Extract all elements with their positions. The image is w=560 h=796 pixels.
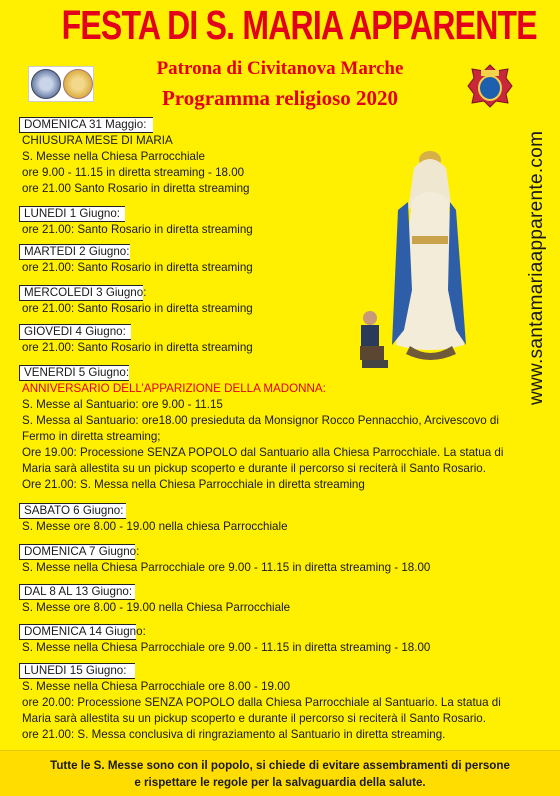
schedule-line: Ore 21.00: S. Messa nella Chiesa Parrocchiale in diretta streaming [22,478,365,491]
day-heading: SABATO 6 Giugno: [19,503,126,519]
schedule-line: ore 21.00: Santo Rosario in diretta streaming [22,341,253,354]
schedule-line: Maria sarà allestita su un pickup scoperto e durante il percorso si reciterà il Santo Rosario. [22,462,486,475]
schedule-line: S. Messe ore 8.00 - 19.00 nella Chiesa Parrocchiale [22,601,291,614]
civitanova-coat-of-arms-icon [466,64,514,108]
schedule-line: ore 21.00: Santo Rosario in diretta streaming [22,223,253,236]
day-heading: MARTEDI 2 Giugno: [19,244,130,260]
schedule-line: CHIUSURA MESE DI MARIA [22,134,173,147]
madonna-statue-image [352,140,488,370]
footer-line-1: Tutte le S. Messe sono con il popolo, si chiede di evitare assembramenti di persone [50,759,510,772]
schedule-line: ore 9.00 - 11.15 in diretta streaming - 18.00 [22,166,245,179]
footer-line-2: e rispettare le regole per la salvaguardia della salute. [134,776,426,789]
day-heading: VENERDI 5 Giugno: [19,365,129,381]
poster-subtitle: Patrona di Civitanova Marche [156,58,404,79]
day-heading: GIOVEDI 4 Giugno: [19,324,131,340]
schedule-line: S. Messe nella Chiesa Parrocchiale ore 9.00 - 11.15 in diretta streaming - 18.00 [22,641,431,654]
santuario-seal-icon [31,69,61,99]
day-heading: DOMENICA 7 Giugno: [19,544,135,560]
poster-title: FESTA DI S. MARIA APPARENTE [61,2,537,48]
schedule-line: S. Messa al Santuario: ore18.00 presieduta da Monsignor Rocco Pennacchio, Arcivescovo di [22,414,499,427]
schedule-line: S. Messe ore 8.00 - 19.00 nella chiesa Parrocchiale [22,520,288,533]
day-heading: LUNEDI 1 Giugno: [19,206,125,222]
schedule-line: ore 21.00: Santo Rosario in diretta streaming [22,302,253,315]
day-heading: MERCOLEDI 3 Giugno: [19,285,143,301]
day-heading: DOMENICA 31 Maggio: [19,117,153,133]
schedule-line: ore 20.00: Processione SENZA POPOLO dalla Chiesa Parrocchiale al Santuario. La statua di [22,696,501,709]
schedule-line: Fermo in diretta streaming; [22,430,161,443]
schedule-line: ore 21.00 Santo Rosario in diretta streaming [22,182,250,195]
schedule-line: ANNIVERSARIO DELL’APPARIZIONE DELLA MADONNA: [22,382,326,395]
parish-logos [28,66,94,102]
schedule-line: Ore 19.00: Processione SENZA POPOLO dal Santuario alla Chiesa Parrocchiale. La statua di [22,446,504,459]
schedule-line: S. Messe al Santuario: ore 9.00 - 11.15 [22,398,223,411]
footer-notice [0,750,560,796]
schedule-line: S. Messe nella Chiesa Parrocchiale ore 8.00 - 19.00 [22,680,291,693]
website-url: www.santamariaapparente.com [526,130,547,405]
schedule-line: ore 21.00: S. Messa conclusiva di ringraziamento al Santuario in diretta streaming. [22,728,446,741]
schedule-line: S. Messe nella Chiesa Parrocchiale [22,150,206,163]
day-heading: LUNEDI 15 Giugno: [19,663,135,679]
schedule-line: Maria sarà allestita su un pickup scoperto e durante il percorso si reciterà il Santo Rosario. [22,712,486,725]
day-heading: DAL 8 AL 13 Giugno: [19,584,135,600]
day-heading: DOMENICA 14 Giugno: [19,624,136,640]
madonna-emblem-icon [63,69,93,99]
schedule-line: S. Messe nella Chiesa Parrocchiale ore 9.00 - 11.15 in diretta streaming - 18.00 [22,561,431,574]
program-heading: Programma religioso 2020 [161,86,398,110]
schedule-line: ore 21.00: Santo Rosario in diretta streaming [22,261,253,274]
